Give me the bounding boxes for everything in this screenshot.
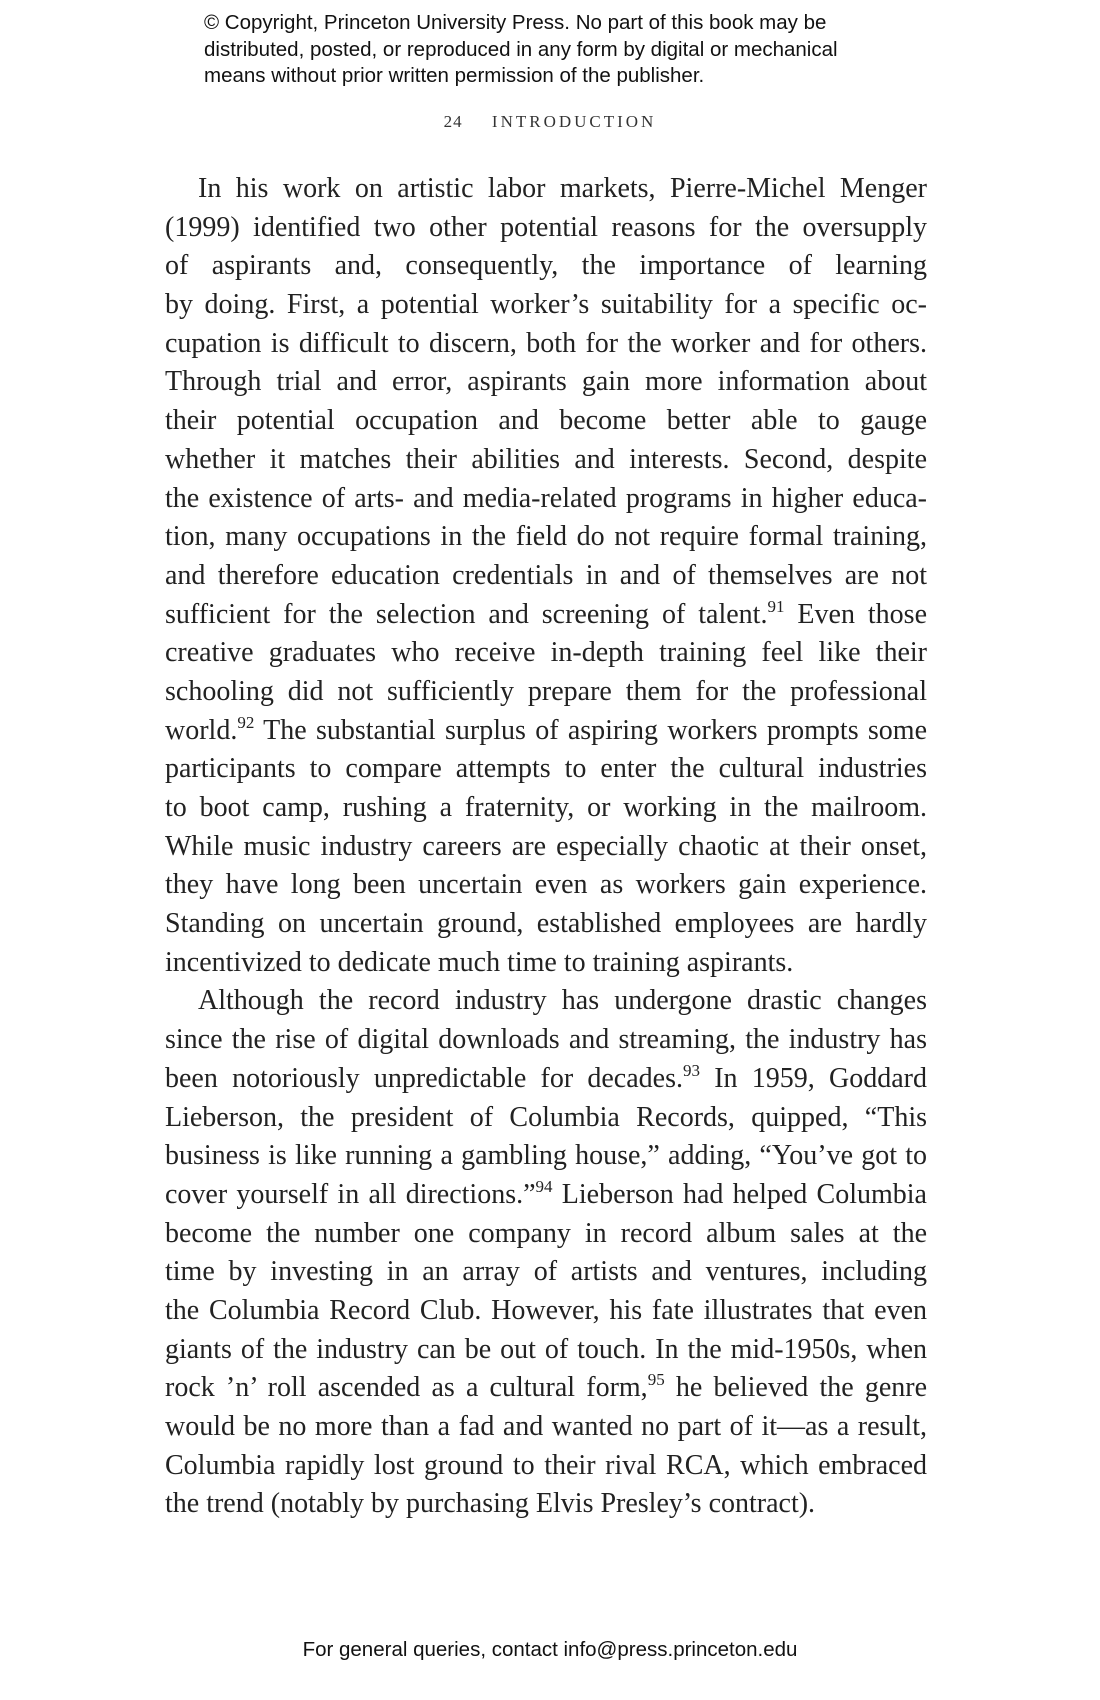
text-line: would be no more than a fad and wanted no part of it—as a result, [165, 1411, 927, 1442]
text-line: whether it matches their abilities and interests. Second, despite [165, 443, 927, 475]
text-line: While music industry careers are especially chaotic at their onset, [165, 830, 927, 862]
running-head [0, 112, 1100, 132]
text-line: and therefore education credentials in and of themselves are not [165, 559, 927, 591]
footnote-ref[interactable]: 92 [237, 712, 255, 732]
footer-contact: For general queries, contact info@press.princeton.edu [302, 1638, 798, 1661]
text-line: they have long been uncertain even as workers gain experience. [165, 869, 927, 901]
footnote-ref[interactable]: 93 [683, 1060, 700, 1080]
copyright-line: means without prior written permission of the publisher. [204, 64, 705, 87]
paragraph [165, 170, 927, 982]
copyright-line: © Copyright, Princeton University Press. No part of this book may be [204, 11, 827, 34]
text-line: creative graduates who receive in-depth training feel like their [165, 637, 927, 669]
text-line: by doing. First, a potential worker’s suitability for a specific oc- [165, 289, 927, 321]
footnote-ref[interactable]: 91 [767, 596, 785, 616]
text-line: giants of the industry can be out of touch. In the mid-1950s, when [165, 1333, 927, 1365]
text-line: sufficient for the selection and screening of talent.$^{91}$ Even those [165, 596, 927, 630]
text-line: (1999) identified two other potential reasons for the oversupply [165, 211, 927, 243]
text-line: since the rise of digital downloads and streaming, the industry has [165, 1024, 927, 1056]
copyright-line: distributed, posted, or reproduced in any form by digital or mechanical [204, 37, 838, 61]
text-line: schooling did not sufficiently prepare them for the professional [165, 675, 927, 707]
text-line: Through trial and error, aspirants gain more information about [165, 366, 927, 398]
text-line: been notoriously unpredictable for decades.$^{93}$ In 1959, Goddard [165, 1060, 928, 1094]
text-line: world.$^{92}$ The substantial surplus of aspiring workers prompts some [165, 712, 927, 746]
text-line: become the number one company in record album sales at the [165, 1217, 927, 1249]
footnote-ref[interactable]: 94 [535, 1176, 553, 1196]
text-line: Lieberson, the president of Columbia Records, quipped, “This [165, 1101, 927, 1133]
text-line: Columbia rapidly lost ground to their rival RCA, which embraced [165, 1449, 927, 1481]
text-line: time by investing in an array of artists and ventures, including [165, 1256, 927, 1288]
text-line: Although the record industry has undergone drastic changes [198, 985, 927, 1017]
text-line: rock ’n’ roll ascended as a cultural form,$^{95}$ he believed the genre [165, 1370, 928, 1404]
text-line: of aspirants and, consequently, the importance of learning [165, 250, 927, 282]
text-line: to boot camp, rushing a fraternity, or working in the mailroom. [165, 792, 927, 823]
text-line: participants to compare attempts to enter the cultural industries [165, 753, 927, 785]
text-line: the trend (notably by purchasing Elvis Presley’s contract). [165, 1488, 816, 1520]
section-title: INTRODUCTION [491, 112, 657, 131]
text-line: incentivized to dedicate much time to training aspirants. [165, 946, 794, 978]
body-text [165, 170, 927, 1524]
text-line: tion, many occupations in the field do not require formal training, [165, 521, 927, 553]
text-line: cupation is difficult to discern, both for the worker and for others. [165, 327, 927, 359]
text-line: cover yourself in all directions.”$^{94}$ Lieberson had helped Columbia [165, 1176, 927, 1210]
text-line: business is like running a gambling house,” adding, “You’ve got to [165, 1140, 927, 1172]
text-line: Standing on uncertain ground, established employees are hardly [165, 908, 927, 940]
text-line: In his work on artistic labor markets, Pierre-Michel Menger [198, 173, 927, 204]
footnote-ref[interactable]: 95 [647, 1370, 665, 1390]
text-line: their potential occupation and become better able to gauge [165, 405, 927, 437]
paragraph [165, 982, 927, 1524]
page-number: 24 [443, 112, 463, 131]
copyright-notice [204, 10, 924, 90]
text-line: the Columbia Record Club. However, his fate illustrates that even [165, 1294, 927, 1326]
text-line: the existence of arts- and media-related programs in higher educa- [165, 482, 927, 514]
